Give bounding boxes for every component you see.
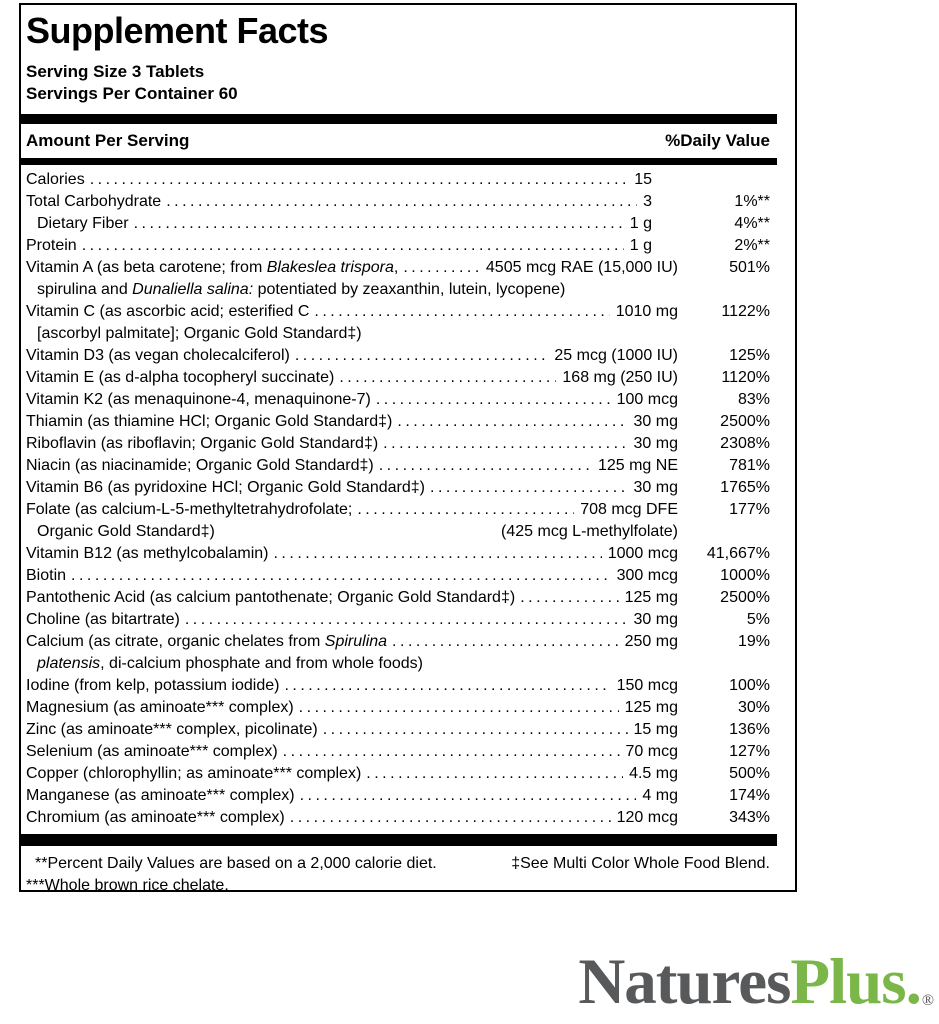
nutrient-name: [ascorbyl palmitate]; Organic Gold Standard‡) [37, 325, 362, 342]
nutrient-dv: 2%** [734, 237, 770, 254]
dot-leader [299, 697, 619, 719]
nutrient-row [26, 191, 770, 213]
nutrient-row [26, 301, 770, 323]
dot-leader [323, 719, 628, 741]
footnote-whole-food-blend: ‡See Multi Color Whole Food Blend. [511, 855, 770, 872]
nutrient-amount: 100 mcg [616, 391, 678, 408]
nutrient-row [26, 455, 770, 477]
nutrient-dv: 2308% [720, 435, 770, 452]
nutrient-dv: 1000% [720, 567, 770, 584]
logo-plus: Plus. [790, 946, 921, 1018]
nutrient-row [26, 169, 770, 191]
nutrient-name: Riboflavin (as riboflavin; Organic Gold Standard‡) [26, 435, 379, 452]
naturesplus-logo [578, 946, 934, 1018]
nutrient-amount: 120 mcg [616, 809, 678, 826]
nutrient-amount: 1000 mcg [607, 545, 678, 562]
nutrient-name: Vitamin B12 (as methylcobalamin) [26, 545, 269, 562]
nutrient-dv: 781% [729, 457, 770, 474]
dot-leader [357, 499, 574, 521]
nutrient-amount: 30 mg [633, 611, 678, 628]
dot-leader [430, 477, 628, 499]
nutrient-name: Zinc (as aminoate*** complex, picolinate) [26, 721, 318, 738]
nutrient-dv: 177% [729, 501, 770, 518]
nutrient-dv: 41,667% [706, 545, 770, 562]
nutrient-name: Protein [26, 237, 77, 254]
nutrient-amount: 4 mg [642, 787, 678, 804]
nutrient-row-continuation [26, 279, 770, 301]
dot-leader [300, 785, 637, 807]
footnote-rice-chelate: ***Whole brown rice chelate. [26, 877, 229, 892]
nutrient-name: Folate (as calcium-L-5-methyltetrahydrofolate; [26, 501, 353, 518]
nutrient-row-continuation [26, 323, 770, 345]
nutrient-amount: 300 mcg [616, 567, 678, 584]
nutrient-name: Calcium (as citrate, organic chelates from Spirulina [26, 633, 388, 650]
nutrient-dv: 4%** [734, 215, 770, 232]
footnote-daily-values: **Percent Daily Values are based on a 2,000 calorie diet. [35, 855, 437, 872]
nutrient-row [26, 631, 770, 653]
footnote-line-2 [26, 875, 770, 892]
nutrient-dv: 174% [729, 787, 770, 804]
dot-leader [403, 257, 480, 279]
nutrient-name: Vitamin A (as beta carotene; from Blakeslea trispora, [26, 259, 399, 276]
nutrient-row [26, 719, 770, 741]
nutrient-amount: 3 [643, 193, 652, 210]
dot-leader [71, 565, 611, 587]
logo-natures: Natures [578, 946, 791, 1018]
dot-leader [290, 807, 611, 829]
nutrient-row [26, 235, 770, 257]
nutrient-row [26, 411, 770, 433]
nutrient-name: Manganese (as aminoate*** complex) [26, 787, 295, 804]
nutrient-row [26, 477, 770, 499]
dot-leader [392, 631, 619, 653]
nutrient-amount: 15 mg [633, 721, 678, 738]
nutrient-name: Copper (chlorophyllin; as aminoate*** complex) [26, 765, 362, 782]
nutrient-name: Vitamin B6 (as pyridoxine HCl; Organic Gold Standard‡) [26, 479, 425, 496]
nutrient-amount: 1 g [629, 237, 652, 254]
panel-title: Supplement Facts [26, 10, 329, 51]
nutrient-amount: 1 g [629, 215, 652, 232]
nutrient-name: Vitamin D3 (as vegan cholecalciferol) [26, 347, 290, 364]
nutrient-dv: 100% [729, 677, 770, 694]
nutrient-row [26, 675, 770, 697]
nutrient-dv: 2500% [720, 589, 770, 606]
footnote-line-1 [26, 853, 770, 875]
nutrient-row [26, 763, 770, 785]
nutrient-name: Total Carbohydrate [26, 193, 162, 210]
nutrient-amount: (425 mcg L-methylfolate) [501, 523, 678, 540]
nutrient-row [26, 499, 770, 521]
dot-leader [314, 301, 609, 323]
dot-leader [383, 433, 627, 455]
column-header-row [21, 124, 795, 158]
dot-leader [185, 609, 628, 631]
nutrient-row [26, 697, 770, 719]
nutrient-amount: 168 mg (250 IU) [562, 369, 678, 386]
divider-bar-bottom [21, 834, 777, 846]
nutrient-dv: 83% [737, 391, 770, 408]
nutrient-dv: 1765% [720, 479, 770, 496]
nutrient-name: platensis, di-calcium phosphate and from whole foods) [37, 655, 423, 672]
dot-leader [166, 191, 637, 213]
dot-leader [273, 543, 601, 565]
dot-leader [82, 235, 624, 257]
nutrient-table [21, 165, 795, 829]
nutrient-row [26, 257, 770, 279]
nutrient-amount: 1010 mg [615, 303, 678, 320]
nutrient-dv: 500% [729, 765, 770, 782]
nutrient-amount: 708 mcg DFE [580, 501, 678, 518]
dot-leader [283, 741, 620, 763]
nutrient-name: Thiamin (as thiamine HCl; Organic Gold Standard‡) [26, 413, 393, 430]
nutrient-amount: 15 [634, 171, 652, 188]
nutrient-row [26, 807, 770, 829]
nutrient-amount: 125 mg [624, 699, 678, 716]
nutrient-dv: 1122% [721, 303, 770, 320]
nutrient-row [26, 543, 770, 565]
nutrient-amount: 250 mg [624, 633, 678, 650]
dot-leader [397, 411, 627, 433]
dot-leader [339, 367, 556, 389]
nutrient-name: Organic Gold Standard‡) [37, 523, 215, 540]
nutrient-dv: 2500% [720, 413, 770, 430]
nutrient-amount: 150 mcg [616, 677, 678, 694]
serving-size: Serving Size 3 Tablets [26, 62, 205, 81]
nutrient-amount: 30 mg [633, 479, 678, 496]
dot-leader [284, 675, 610, 697]
nutrient-row [26, 565, 770, 587]
nutrient-name: Chromium (as aminoate*** complex) [26, 809, 285, 826]
registered-mark: ® [921, 992, 934, 1009]
dot-leader [366, 763, 623, 785]
nutrient-name: Pantothenic Acid (as calcium pantothenate; Organic Gold Standard‡) [26, 589, 516, 606]
nutrient-dv: 1%** [734, 193, 770, 210]
nutrient-name: Dietary Fiber [37, 215, 129, 232]
nutrient-row-continuation [26, 521, 770, 543]
nutrient-dv: 30% [737, 699, 770, 716]
nutrient-name: Magnesium (as aminoate*** complex) [26, 699, 294, 716]
nutrient-amount: 70 mcg [625, 743, 678, 760]
dot-leader [520, 587, 618, 609]
nutrient-row [26, 389, 770, 411]
daily-value-header: %Daily Value [665, 131, 770, 150]
nutrient-dv: 19% [737, 633, 770, 650]
nutrient-amount: 125 mg [624, 589, 678, 606]
nutrient-name: Niacin (as niacinamide; Organic Gold Standard‡) [26, 457, 374, 474]
nutrient-row [26, 785, 770, 807]
nutrient-dv: 501% [729, 259, 770, 276]
divider-bar-header [21, 158, 777, 165]
dot-leader [295, 345, 549, 367]
supplement-facts-panel [19, 3, 797, 892]
footnotes [21, 846, 795, 892]
dot-leader [90, 169, 629, 191]
nutrient-name: Choline (as bitartrate) [26, 611, 180, 628]
nutrient-name: Vitamin K2 (as menaquinone-4, menaquinone-7) [26, 391, 371, 408]
nutrient-amount: 4.5 mg [629, 765, 678, 782]
nutrient-row [26, 345, 770, 367]
nutrient-dv: 343% [729, 809, 770, 826]
nutrient-name: Calories [26, 171, 85, 188]
nutrient-dv: 127% [729, 743, 770, 760]
nutrient-row [26, 587, 770, 609]
nutrient-amount: 25 mcg (1000 IU) [554, 347, 678, 364]
divider-bar-top [21, 114, 777, 124]
dot-leader [134, 213, 624, 235]
nutrient-dv: 5% [746, 611, 770, 628]
nutrient-name: Vitamin C (as ascorbic acid; esterified C [26, 303, 310, 320]
nutrient-amount: 30 mg [633, 435, 678, 452]
nutrient-row [26, 433, 770, 455]
nutrient-row [26, 367, 770, 389]
nutrient-name: Vitamin E (as d-alpha tocopheryl succinate) [26, 369, 335, 386]
nutrient-name: spirulina and Dunaliella salina: potentiated by zeaxanthin, lutein, lycopene) [37, 281, 566, 298]
nutrient-name: Selenium (as aminoate*** complex) [26, 743, 278, 760]
nutrient-name: Biotin [26, 567, 67, 584]
nutrient-row-continuation [26, 653, 770, 675]
servings-per-container: Servings Per Container 60 [26, 83, 238, 103]
nutrient-row [26, 609, 770, 631]
nutrient-dv: 125% [729, 347, 770, 364]
nutrient-amount: 30 mg [633, 413, 678, 430]
dot-leader [376, 389, 611, 411]
nutrient-dv: 1120% [721, 369, 770, 386]
nutrient-row [26, 213, 770, 235]
nutrient-dv: 136% [729, 721, 770, 738]
nutrient-name: Iodine (from kelp, potassium iodide) [26, 677, 280, 694]
amount-per-serving-header: Amount Per Serving [26, 131, 190, 150]
dot-leader [379, 455, 592, 477]
nutrient-row [26, 741, 770, 763]
nutrient-amount: 125 mg NE [597, 457, 678, 474]
nutrient-amount: 4505 mcg RAE (15,000 IU) [485, 259, 678, 276]
